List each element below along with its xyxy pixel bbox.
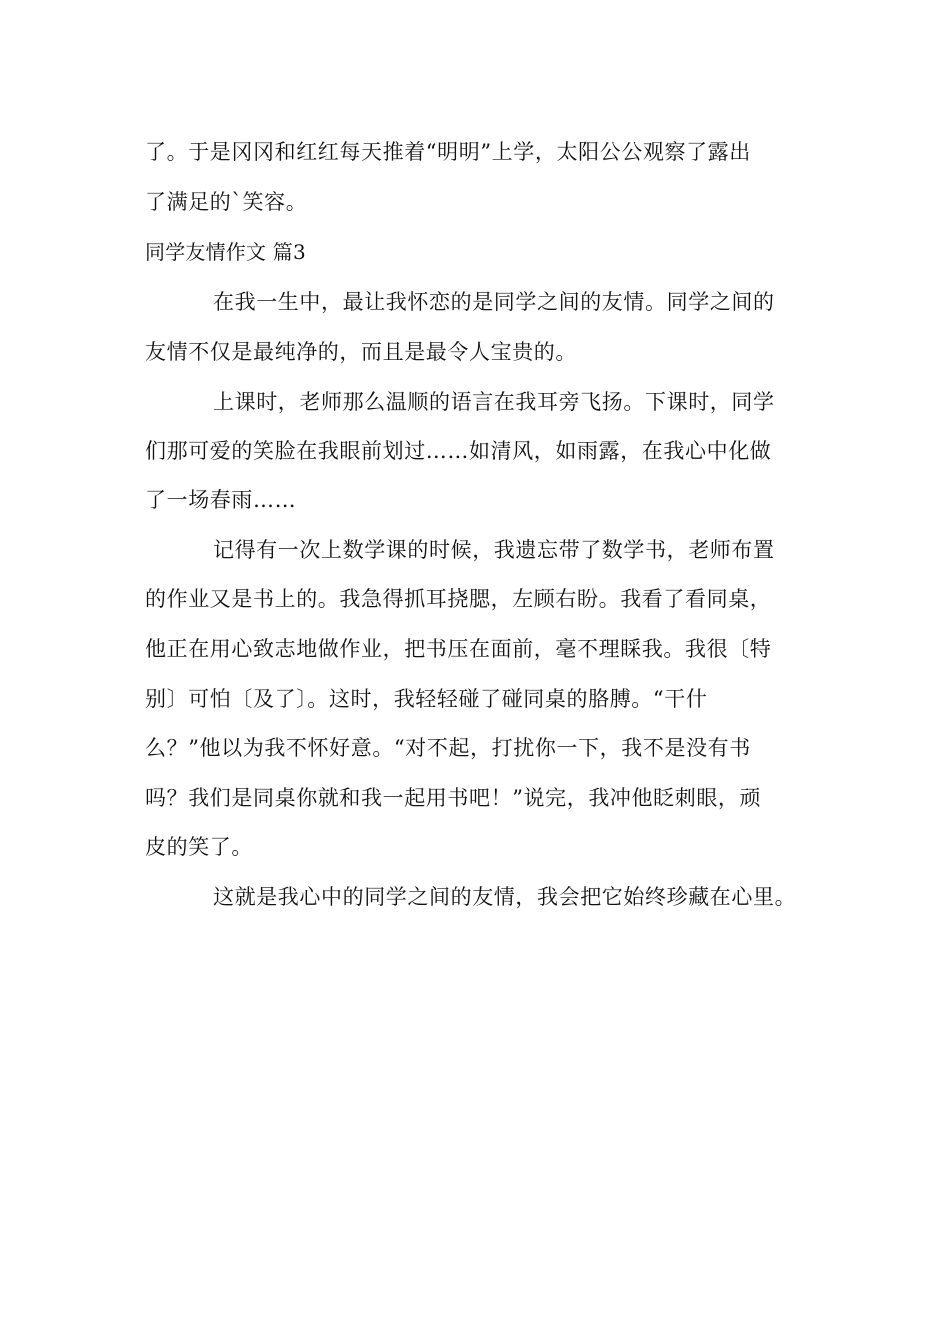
paragraph-line: 了一场春雨…… xyxy=(145,488,297,512)
paragraph-line: 皮的笑了。 xyxy=(145,835,253,859)
paragraph-line: 么？”他以为我不怀好意。“对不起，打扰你一下，我不是没有书 xyxy=(145,736,751,760)
paragraph-line: 们那可爱的笑脸在我眼前划过……如清风，如雨露，在我心中化做 xyxy=(145,439,772,463)
paragraph-line: 在我一生中，最让我怀恋的是同学之间的友情。同学之间的 xyxy=(213,290,775,314)
paragraph-line: 的作业又是书上的。我急得抓耳挠腮，左顾右盼。我看了看同桌， xyxy=(145,587,772,611)
paragraph-line: 吗？我们是同桌你就和我一起用书吧！”说完，我冲他眨刺眼，顽 xyxy=(145,786,762,810)
section-heading: 同学友情作文 篇3 xyxy=(145,240,306,264)
paragraph-line: 了满足的`笑容。 xyxy=(145,190,308,214)
paragraph-line: 别〕可怕〔及了〕。这时，我轻轻碰了碰同桌的胳膊。“干什 xyxy=(145,687,708,711)
paragraph-line: 记得有一次上数学课的时候，我遗忘带了数学书，老师布置 xyxy=(213,538,775,562)
paragraph-line: 他正在用心致志地做作业，把书压在面前，毫不理睬我。我很〔特 xyxy=(145,637,772,661)
paragraph-line: 了。于是冈冈和红红每天推着“明明”上学，太阳公公观察了露出 xyxy=(145,140,751,164)
paragraph-line: 友情不仅是最纯净的，而且是最令人宝贵的。 xyxy=(145,340,577,364)
paragraph-line: 上课时，老师那么温顺的语言在我耳旁飞扬。下课时，同学 xyxy=(213,390,775,414)
paragraph-line: 这就是我心中的同学之间的友情，我会把它始终珍藏在心里。 xyxy=(213,885,797,909)
